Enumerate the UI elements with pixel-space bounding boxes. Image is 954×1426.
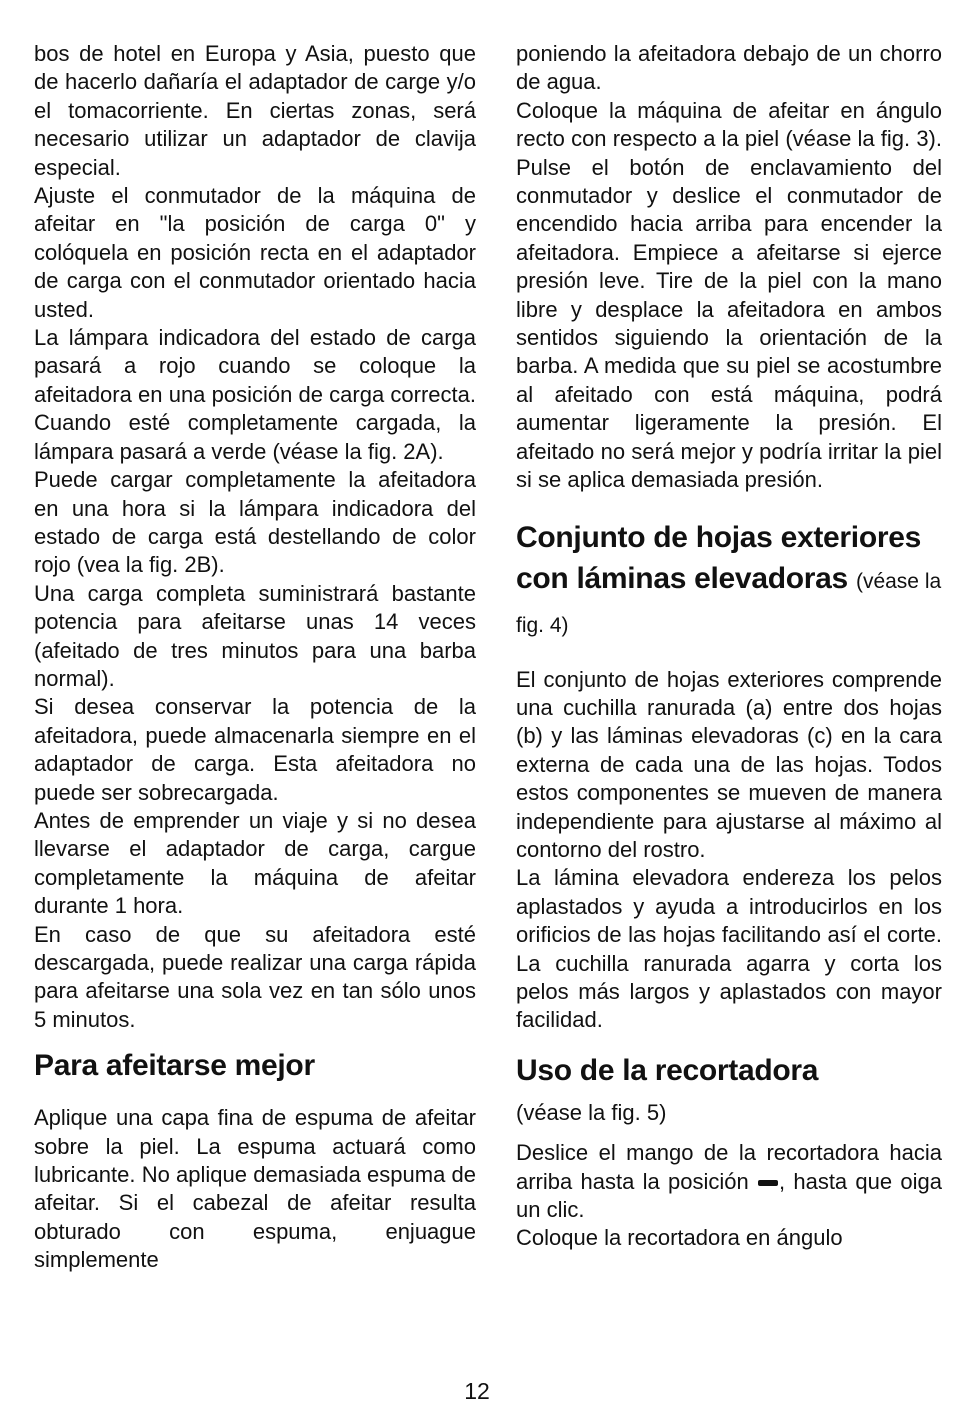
paragraph: [516, 1139, 942, 1224]
left-column: [34, 40, 476, 1275]
paragraph: poniendo la afeitadora debajo de un chorro de agua.: [516, 41, 942, 95]
paragraph: Ajuste el conmutador de la máquina de afeitar en "la posición de carga 0" y colóquela en posición recta en el adaptador de carga con el conmutador orientado hacia usted.: [34, 183, 476, 322]
text: Deslice el mango de la recortadora hacia arriba hasta la posición: [516, 1140, 942, 1194]
section-heading-foil-set: [516, 517, 942, 646]
text: , hasta que oiga un clic.: [516, 1168, 942, 1222]
paragraph: La lámpara indicadora del estado de carga pasará a rojo cuando se coloque la afeitadora en una posición de carga correcta. Cuando esté completamente cargada, la lámpara pasará a verde (véase la fig. 2A).: [34, 325, 476, 464]
section-heading-trimmer: Uso de la recortadora: [516, 1053, 819, 1087]
paragraph: Puede cargar completamente la afeitadora en una hora si la lámpara indicadora del estado de carga está destellando de color rojo (vea la fig. 2B).: [34, 467, 476, 578]
page-number: 12: [464, 1378, 490, 1404]
paragraph: Una carga completa suministrará bastante potencia para afeitarse unas 14 veces (afeitado de tres minutos para una barba normal).: [34, 580, 476, 691]
right-column: [516, 40, 942, 1253]
figure-reference: (véase la fig. 5): [516, 1099, 667, 1125]
paragraph: Si desea conservar la potencia de la afeitadora, puede almacenarla siempre en el adaptador de carga. Esta afeitadora no puede ser sobrecargada.: [34, 694, 476, 805]
heading-text: Conjunto de hojas exteriores con láminas elevadoras: [516, 520, 922, 595]
figure-reference: (véase la fig. 4): [516, 569, 942, 637]
paragraph: Aplique una capa fina de espuma de afeitar sobre la piel. La espuma actuará como lubricante. No aplique demasiada espuma de afeitar. Si el cabezal de afeitar resulta obturado con espuma, enjuague simplemente: [34, 1105, 476, 1273]
trimmer-position-icon: [757, 1177, 779, 1189]
section-heading-shave-better: Para afeitarse mejor: [34, 1049, 315, 1083]
paragraph: La lámina elevadora endereza los pelos aplastados y ayuda a introducirlos en los orificios de las hojas facilitando así el corte. La cuchilla ranurada agarra y corta los pelos más largos y aplastados con mayor facilidad.: [516, 865, 942, 1033]
paragraph: bos de hotel en Europa y Asia, puesto que de hacerlo dañaría el adaptador de carge y/o el tomacorriente. En ciertas zonas, será necesario utilizar un adaptador de clavija especial.: [34, 41, 476, 180]
paragraph: Coloque la máquina de afeitar en ángulo recto con respecto a la piel (véase la fig. 3). Pulse el botón de enclavamiento del conmutador y deslice el conmutador de encendido hacia arriba para encender la afeitadora. Empiece a afeitarse si ejerce presión leve. Tire de la piel con la mano libre y desplace la afeitadora en ambos sentidos siguiendo la orientación de la barba. A medida que su piel se acostumbre al afeitado con está máquina, podrá aumentar ligeramente la presión. El afeitado no será mejor y podría irritar la piel si se aplica demasiada presión.: [516, 97, 942, 493]
paragraph: Antes de emprender un viaje y si no desea llevarse el adaptador de carga, cargue completamente la máquina de afeitar durante 1 hora.: [34, 807, 476, 919]
paragraph: El conjunto de hojas exteriores comprende una cuchilla ranurada (a) entre dos hojas (b) y las láminas elevadoras (c) en la cara externa de cada una de las hojas. Todos estos componentes se mueven de manera independiente para ajustarse al máximo al contorno del rostro.: [516, 666, 942, 862]
paragraph: Coloque la recortadora en ángulo: [516, 1225, 843, 1251]
paragraph: En caso de que su afeitadora esté descargada, puede realizar una carga rápida para afeitarse una sola vez en tan sólo unos 5 minutos.: [34, 921, 476, 1032]
